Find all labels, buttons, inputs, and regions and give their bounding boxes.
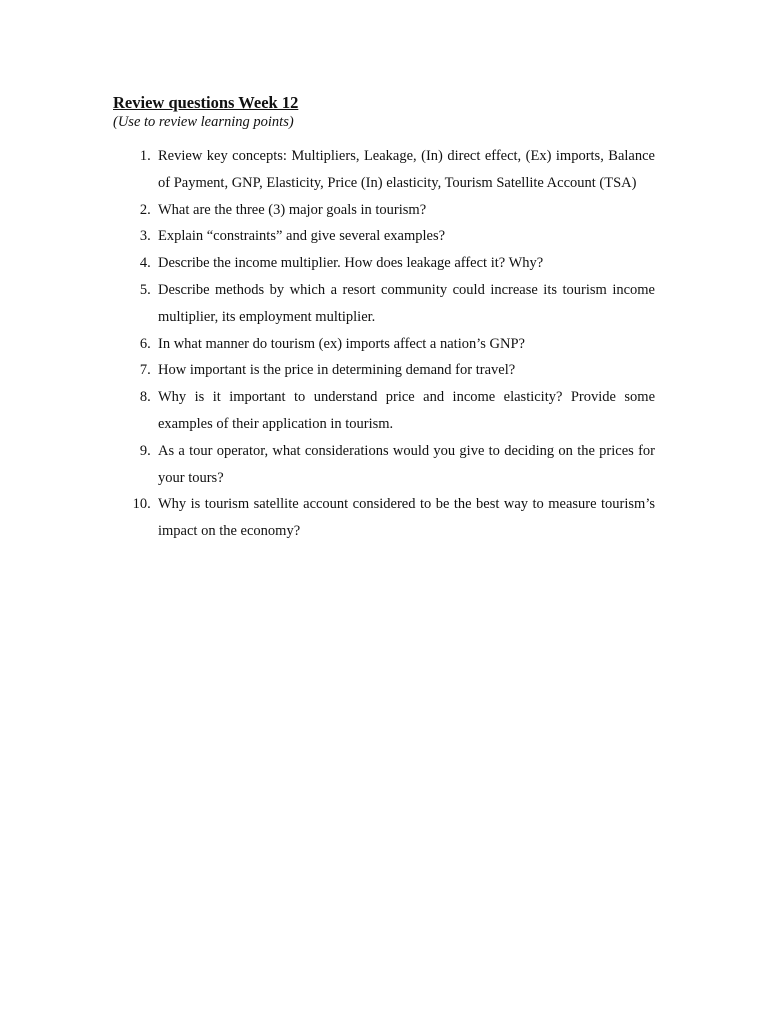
question-number: 10. xyxy=(132,496,151,513)
question-item xyxy=(113,331,655,358)
question-text: What are the three (3) major goals in tourism? xyxy=(158,201,427,218)
question-item xyxy=(113,438,655,492)
document-title: Review questions Week 12 xyxy=(113,93,299,112)
question-item xyxy=(113,250,655,277)
question-list xyxy=(113,143,655,545)
question-number: 5. xyxy=(139,281,151,298)
question-text: In what manner do tourism (ex) imports affect a nation’s GNP? xyxy=(158,335,525,352)
question-text: Review key concepts: Multipliers, Leakage, (In) direct effect, (Ex) imports, Balance of Payment, GNP, Elasticity, Price (In) elasticity, Tourism Satellite Account (TSA) xyxy=(158,148,655,191)
question-item xyxy=(113,143,655,197)
question-number: 4. xyxy=(139,255,151,272)
question-number: 1. xyxy=(139,148,151,164)
question-item xyxy=(113,384,655,438)
question-number: 8. xyxy=(139,389,151,406)
question-text: Explain “constraints” and give several examples? xyxy=(158,228,446,245)
question-item xyxy=(113,223,655,250)
question-text: As a tour operator, what considerations would you give to deciding on the prices for your tours? xyxy=(158,442,655,486)
question-item xyxy=(113,357,655,384)
question-text: Why is tourism satellite account considered to be the best way to measure tourism’s impact on the economy? xyxy=(158,496,655,540)
question-number: 9. xyxy=(139,442,151,459)
question-text: Describe methods by which a resort community could increase its tourism income multiplier, its employment multiplier. xyxy=(158,281,655,325)
document-subtitle: (Use to review learning points) xyxy=(113,114,294,130)
question-number: 2. xyxy=(139,201,151,218)
question-item xyxy=(113,277,655,331)
question-text: Describe the income multiplier. How does leakage affect it? Why? xyxy=(158,255,544,272)
question-number: 7. xyxy=(139,362,151,379)
question-item xyxy=(113,197,655,224)
question-item xyxy=(113,491,655,545)
question-number: 6. xyxy=(139,335,151,352)
question-number: 3. xyxy=(139,228,151,245)
question-text: Why is it important to understand price and income elasticity? Provide some examples of their application in tourism. xyxy=(158,389,655,432)
question-text: How important is the price in determining demand for travel? xyxy=(158,362,516,379)
